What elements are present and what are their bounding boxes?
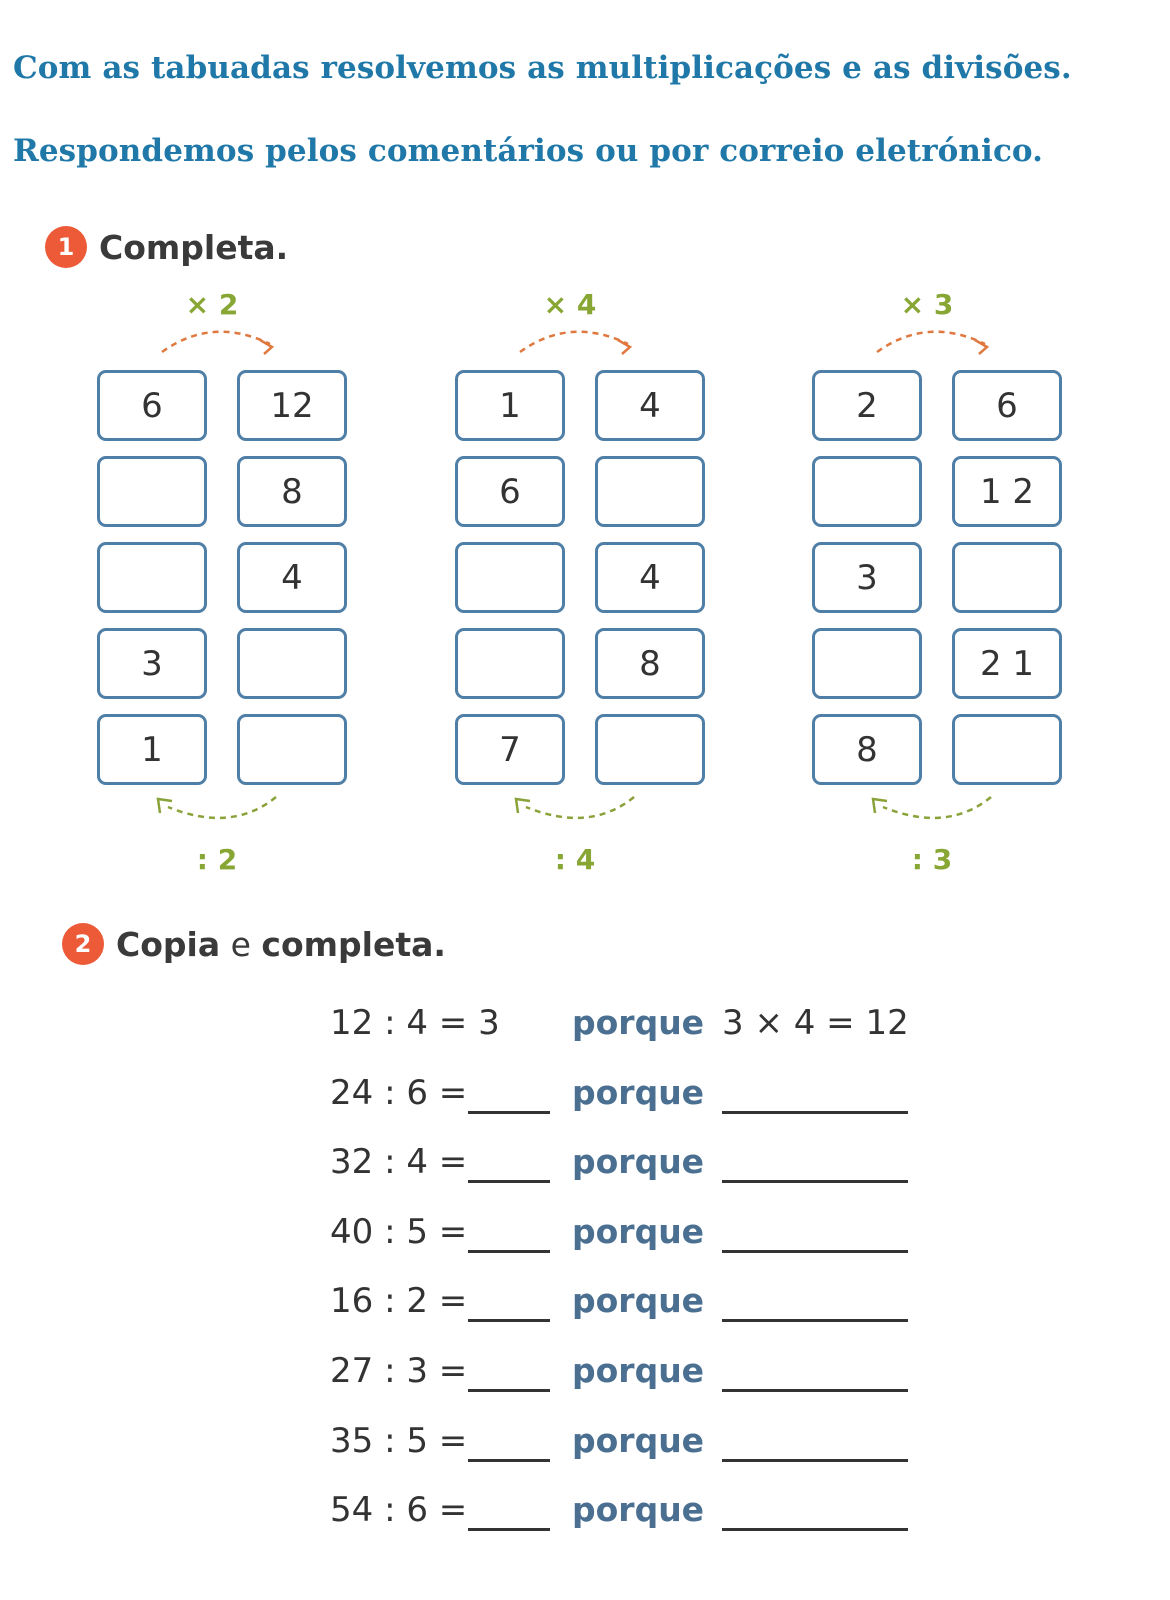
- porque-label: porque: [572, 1421, 705, 1460]
- table-block: [812, 288, 1082, 888]
- equation-row: [330, 1142, 930, 1192]
- equation-row: [330, 1212, 930, 1262]
- answer-box[interactable]: [237, 714, 347, 785]
- quotient-blank[interactable]: [468, 1389, 550, 1392]
- answer-box[interactable]: [812, 456, 922, 527]
- number-box: 1: [97, 714, 207, 785]
- porque-label: porque: [572, 1142, 705, 1181]
- division-expression: 35 : 5 =: [330, 1421, 468, 1461]
- intro-heading-1: Com as tabuadas resolvemos as multiplicações e as divisões.: [13, 50, 1072, 86]
- division-expression: 40 : 5 =: [330, 1212, 468, 1252]
- division-expression: 12 : 4 = 3: [330, 1003, 500, 1043]
- number-box: 4: [595, 542, 705, 613]
- answer-box[interactable]: [952, 714, 1062, 785]
- equation-row: [330, 1351, 930, 1401]
- number-box: 8: [595, 628, 705, 699]
- number-box: 4: [237, 542, 347, 613]
- exercise-1-title: [45, 226, 288, 268]
- porque-label: porque: [572, 1490, 705, 1529]
- number-box: 6: [455, 456, 565, 527]
- proof-blank[interactable]: [722, 1319, 908, 1322]
- intro-heading-2: Respondemos pelos comentários ou por correio eletrónico.: [13, 133, 1044, 169]
- number-box: 3: [97, 628, 207, 699]
- quotient-blank[interactable]: [468, 1319, 550, 1322]
- curved-arrow-right-icon: [867, 320, 1007, 360]
- multiply-label: × 4: [543, 288, 597, 321]
- curved-arrow-left-icon: [867, 793, 1007, 833]
- division-expression: 24 : 6 =: [330, 1073, 468, 1113]
- equation-row: [330, 1490, 930, 1540]
- proof-blank[interactable]: [722, 1111, 908, 1114]
- equation-row: [330, 1073, 930, 1123]
- quotient-blank[interactable]: [468, 1180, 550, 1183]
- multiply-label: × 3: [900, 288, 954, 321]
- quotient-blank[interactable]: [468, 1250, 550, 1253]
- proof-blank[interactable]: [722, 1459, 908, 1462]
- division-expression: 32 : 4 =: [330, 1142, 468, 1182]
- answer-box[interactable]: [237, 628, 347, 699]
- exercise-2-title: [62, 923, 446, 965]
- divide-label: : 4: [554, 843, 596, 876]
- exercise-1-instruction: Completa.: [99, 227, 289, 267]
- answer-box[interactable]: [455, 542, 565, 613]
- quotient-blank[interactable]: [468, 1528, 550, 1531]
- porque-label: porque: [572, 1281, 705, 1320]
- porque-label: porque: [572, 1003, 705, 1042]
- instruction-word-e: e: [220, 924, 262, 964]
- number-box: 12: [237, 370, 347, 441]
- quotient-blank[interactable]: [468, 1111, 550, 1114]
- equation-row: [330, 1003, 930, 1053]
- number-box: 1 2: [952, 456, 1062, 527]
- quotient-blank[interactable]: [468, 1459, 550, 1462]
- number-box: 7: [455, 714, 565, 785]
- answer-box[interactable]: [812, 628, 922, 699]
- answer-box[interactable]: [97, 542, 207, 613]
- number-box: 6: [952, 370, 1062, 441]
- instruction-word-copia: Copia: [116, 924, 221, 964]
- proof-blank[interactable]: [722, 1180, 908, 1183]
- number-box: 2 1: [952, 628, 1062, 699]
- number-box: 1: [455, 370, 565, 441]
- exercise-1-number-badge: 1: [45, 226, 87, 268]
- answer-box[interactable]: [455, 628, 565, 699]
- equation-row: [330, 1421, 930, 1471]
- exercise-2-instruction: [116, 925, 446, 964]
- answer-box[interactable]: [952, 542, 1062, 613]
- divide-label: : 2: [196, 843, 238, 876]
- proof-blank[interactable]: [722, 1250, 908, 1253]
- number-box: 4: [595, 370, 705, 441]
- curved-arrow-left-icon: [152, 793, 292, 833]
- porque-label: porque: [572, 1212, 705, 1251]
- multiplication-proof: 3 × 4 = 12: [722, 1003, 909, 1043]
- division-expression: 16 : 2 =: [330, 1281, 468, 1321]
- answer-box[interactable]: [97, 456, 207, 527]
- division-expression: 27 : 3 =: [330, 1351, 468, 1391]
- answer-box[interactable]: [595, 456, 705, 527]
- number-box: 3: [812, 542, 922, 613]
- curved-arrow-left-icon: [510, 793, 650, 833]
- number-box: 2: [812, 370, 922, 441]
- curved-arrow-right-icon: [152, 320, 292, 360]
- answer-box[interactable]: [595, 714, 705, 785]
- number-box: 8: [812, 714, 922, 785]
- proof-blank[interactable]: [722, 1528, 908, 1531]
- curved-arrow-right-icon: [510, 320, 650, 360]
- proof-blank[interactable]: [722, 1389, 908, 1392]
- equation-row: [330, 1281, 930, 1331]
- exercise-2-number-badge: 2: [62, 923, 104, 965]
- division-expression: 54 : 6 =: [330, 1490, 468, 1530]
- divide-label: : 3: [911, 843, 953, 876]
- instruction-word-completa: completa.: [261, 924, 446, 964]
- number-box: 6: [97, 370, 207, 441]
- table-block: [97, 288, 367, 888]
- multiply-label: × 2: [185, 288, 239, 321]
- porque-label: porque: [572, 1073, 705, 1112]
- number-box: 8: [237, 456, 347, 527]
- table-block: [455, 288, 725, 888]
- porque-label: porque: [572, 1351, 705, 1390]
